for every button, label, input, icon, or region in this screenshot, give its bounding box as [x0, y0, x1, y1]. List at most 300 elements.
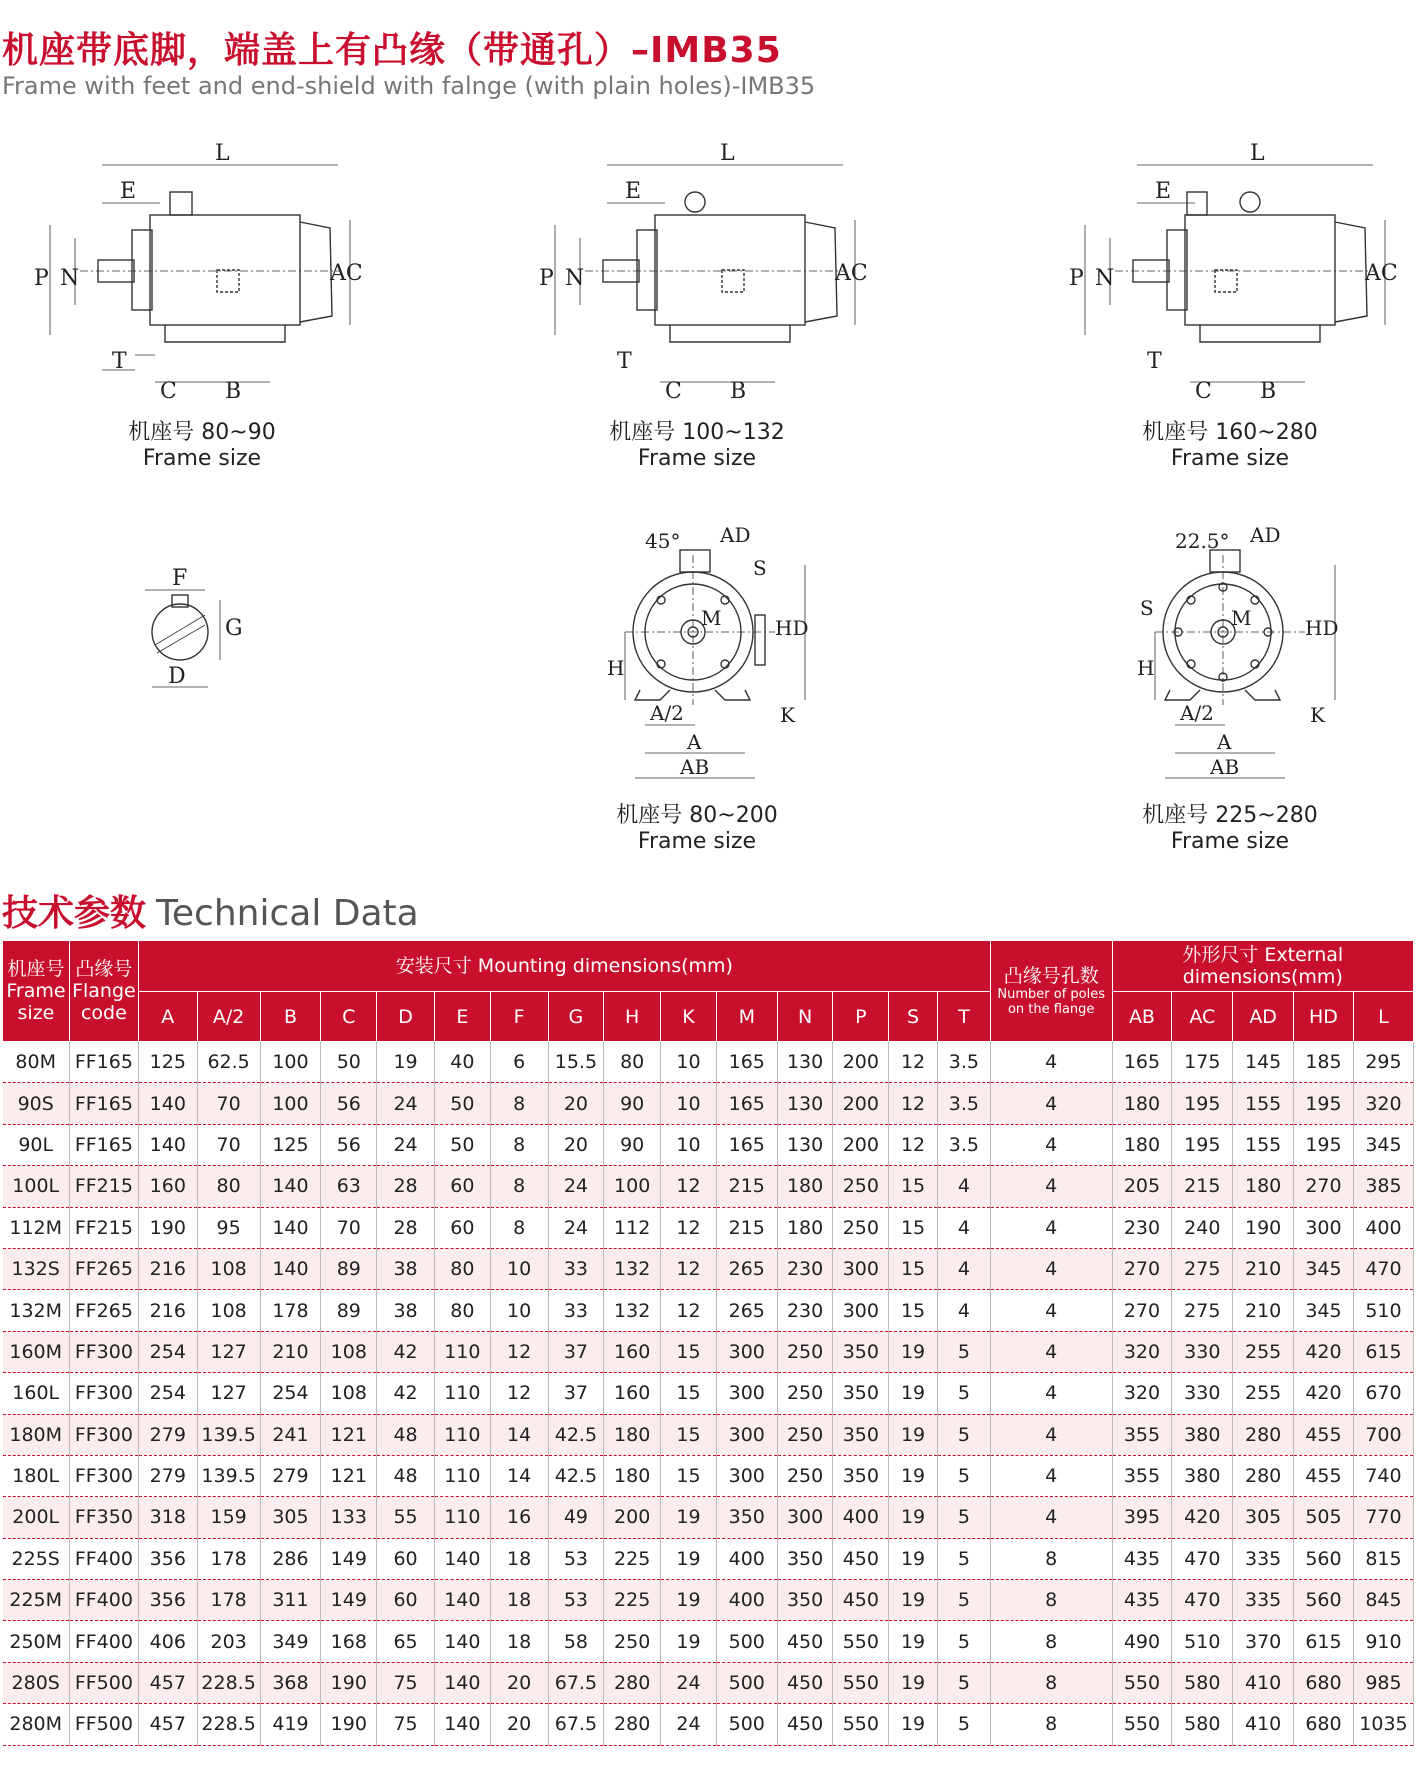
table-cell: 457	[138, 1662, 197, 1703]
table-cell: 311	[260, 1580, 321, 1621]
table-cell: 550	[833, 1621, 889, 1662]
table-cell: 20	[548, 1083, 604, 1124]
table-cell: 4	[937, 1207, 990, 1248]
table-cell: 19	[661, 1538, 717, 1579]
dim-label-N: N	[1095, 266, 1115, 291]
table-cell: 815	[1353, 1538, 1413, 1579]
table-cell: 89	[321, 1290, 377, 1331]
table-cell: 470	[1172, 1580, 1233, 1621]
table-cell: 15	[889, 1248, 938, 1289]
table-row	[3, 1538, 1414, 1579]
col-header: M	[716, 992, 777, 1042]
technical-data-table	[2, 940, 1414, 1746]
dim-label-N: N	[565, 266, 585, 291]
table-cell: 8	[990, 1662, 1112, 1703]
table-cell: 215	[716, 1207, 777, 1248]
table-row	[3, 1083, 1414, 1124]
dim-label-P: P	[34, 266, 49, 291]
table-cell: 300	[716, 1414, 777, 1455]
caption-frame-80-200: 机座号 80~200 Frame size	[616, 803, 778, 854]
table-cell: 180	[604, 1414, 661, 1455]
dim-label-S: S	[753, 556, 767, 580]
table-cell: 100	[260, 1042, 321, 1083]
dim-label-K: K	[780, 703, 795, 727]
table-cell: 19	[889, 1497, 938, 1538]
dim-label-P: P	[1069, 266, 1084, 291]
table-cell: 110	[434, 1373, 490, 1414]
table-cell: 350	[833, 1331, 889, 1372]
dim-label-AB: AB	[1210, 755, 1240, 779]
dim-label-AB: AB	[680, 755, 710, 779]
table-cell: 190	[138, 1207, 197, 1248]
table-cell: 845	[1353, 1580, 1413, 1621]
table-cell: 24	[661, 1662, 717, 1703]
table-cell: 108	[197, 1248, 260, 1289]
col-header: F	[490, 992, 548, 1042]
table-cell: 5	[937, 1662, 990, 1703]
table-cell: 112M	[3, 1207, 70, 1248]
table-cell: 12	[889, 1042, 938, 1083]
table-cell: 110	[434, 1414, 490, 1455]
table-cell: 400	[716, 1580, 777, 1621]
side-view-drawing-3	[1055, 140, 1398, 404]
dim-label-C: C	[1195, 379, 1212, 404]
table-cell: 180	[604, 1455, 661, 1496]
table-cell: 356	[138, 1538, 197, 1579]
table-cell: 255	[1233, 1373, 1294, 1414]
dim-label-B: B	[1260, 379, 1277, 404]
col-header: H	[604, 992, 661, 1042]
table-row	[3, 1497, 1414, 1538]
table-cell: 280	[604, 1662, 661, 1703]
table-cell: 165	[716, 1083, 777, 1124]
table-cell: 140	[434, 1662, 490, 1703]
table-cell: 80	[434, 1290, 490, 1331]
dim-label-C: C	[665, 379, 682, 404]
dim-label-A: A	[687, 730, 702, 754]
table-cell: 3.5	[937, 1124, 990, 1165]
table-cell: 275	[1172, 1290, 1233, 1331]
table-cell: 228.5	[197, 1704, 260, 1745]
table-cell: 4	[990, 1042, 1112, 1083]
table-cell: 190	[1233, 1207, 1294, 1248]
col-header: D	[377, 992, 435, 1042]
table-cell: 320	[1112, 1373, 1172, 1414]
table-cell: 280	[604, 1704, 661, 1745]
table-cell: 420	[1172, 1497, 1233, 1538]
table-cell: 470	[1172, 1538, 1233, 1579]
table-cell: 279	[260, 1455, 321, 1496]
dim-label-A2: A/2	[1180, 701, 1214, 725]
table-cell: 19	[889, 1414, 938, 1455]
table-cell: 4	[990, 1083, 1112, 1124]
caption-frame-100-132: 机座号 100~132 Frame size	[609, 420, 785, 471]
dim-label-L: L	[215, 141, 230, 166]
table-cell: 42	[377, 1373, 435, 1414]
section-title: 技术参数 Technical Data	[2, 893, 419, 934]
table-cell: 4	[990, 1166, 1112, 1207]
table-cell: 270	[1112, 1290, 1172, 1331]
table-cell: 90L	[3, 1124, 70, 1165]
end-view-drawing-2	[1135, 515, 1365, 789]
table-cell: 10	[661, 1083, 717, 1124]
table-cell: 279	[138, 1455, 197, 1496]
table-row	[3, 1124, 1414, 1165]
table-cell: 250	[604, 1621, 661, 1662]
table-cell: 50	[321, 1042, 377, 1083]
table-cell: 15	[661, 1455, 717, 1496]
table-cell: 10	[661, 1124, 717, 1165]
table-cell: 8	[990, 1580, 1112, 1621]
table-cell: 12	[661, 1290, 717, 1331]
table-cell: 320	[1353, 1083, 1413, 1124]
dim-label-AD: AD	[1250, 523, 1281, 547]
table-cell: 180	[1112, 1083, 1172, 1124]
table-cell: 10	[490, 1290, 548, 1331]
table-cell: 10	[490, 1248, 548, 1289]
table-cell: 680	[1294, 1662, 1354, 1703]
table-cell: 49	[548, 1497, 604, 1538]
dim-label-L: L	[720, 141, 735, 166]
dim-label-T: T	[112, 349, 127, 374]
table-row	[3, 1331, 1414, 1372]
dim-label-angle: 22.5°	[1175, 529, 1230, 553]
table-cell: 350	[833, 1414, 889, 1455]
table-cell: 255	[1233, 1331, 1294, 1372]
dim-label-AC: AC	[330, 261, 363, 286]
table-cell: 19	[889, 1621, 938, 1662]
end-view-drawing-1	[605, 515, 835, 789]
caption-frame-160-280: 机座号 160~280 Frame size	[1142, 420, 1318, 471]
table-cell: 615	[1353, 1331, 1413, 1372]
table-cell: 200L	[3, 1497, 70, 1538]
table-cell: 132M	[3, 1290, 70, 1331]
table-cell: 410	[1233, 1704, 1294, 1745]
table-cell: 178	[197, 1538, 260, 1579]
table-cell: 349	[260, 1621, 321, 1662]
dim-label-A2: A/2	[650, 701, 684, 725]
table-cell: 6	[490, 1042, 548, 1083]
table-cell: 4	[990, 1207, 1112, 1248]
table-cell: 225S	[3, 1538, 70, 1579]
table-cell: 37	[548, 1373, 604, 1414]
table-cell: 12	[490, 1373, 548, 1414]
table-cell: 560	[1294, 1538, 1354, 1579]
table-cell: 265	[716, 1290, 777, 1331]
table-cell: 180	[1112, 1124, 1172, 1165]
table-cell: 280M	[3, 1704, 70, 1745]
table-cell: 345	[1294, 1290, 1354, 1331]
table-cell: 190	[321, 1704, 377, 1745]
table-row	[3, 1290, 1414, 1331]
table-cell: 230	[777, 1290, 833, 1331]
table-cell: 400	[716, 1538, 777, 1579]
table-cell: 195	[1294, 1083, 1354, 1124]
dim-label-AC: AC	[835, 261, 868, 286]
table-cell: 42.5	[548, 1414, 604, 1455]
table-cell: 300	[716, 1455, 777, 1496]
dim-label-T: T	[617, 349, 632, 374]
table-cell: 205	[1112, 1166, 1172, 1207]
table-cell: FF400	[69, 1621, 138, 1662]
table-cell: 5	[937, 1704, 990, 1745]
table-cell: 160L	[3, 1373, 70, 1414]
table-cell: 155	[1233, 1083, 1294, 1124]
table-cell: 8	[990, 1538, 1112, 1579]
table-cell: 15	[889, 1166, 938, 1207]
table-cell: 24	[377, 1124, 435, 1165]
table-cell: FF500	[69, 1662, 138, 1703]
table-cell: 180	[777, 1207, 833, 1248]
table-cell: 178	[260, 1290, 321, 1331]
table-cell: 15	[661, 1414, 717, 1455]
table-cell: 470	[1353, 1248, 1413, 1289]
caption-frame-225-280: 机座号 225~280 Frame size	[1142, 803, 1318, 854]
table-cell: 19	[889, 1580, 938, 1621]
table-cell: 12	[661, 1166, 717, 1207]
dim-label-F: F	[172, 566, 188, 591]
table-cell: 90	[604, 1083, 661, 1124]
table-cell: 160	[604, 1331, 661, 1372]
table-cell: 58	[548, 1621, 604, 1662]
table-cell: 149	[321, 1538, 377, 1579]
table-cell: 490	[1112, 1621, 1172, 1662]
table-row	[3, 1414, 1414, 1455]
table-cell: 140	[434, 1580, 490, 1621]
table-cell: 400	[1353, 1207, 1413, 1248]
table-cell: 38	[377, 1248, 435, 1289]
table-cell: 200	[833, 1124, 889, 1165]
shaft-section-drawing	[135, 565, 265, 699]
table-cell: 100L	[3, 1166, 70, 1207]
table-cell: 435	[1112, 1538, 1172, 1579]
table-cell: 406	[138, 1621, 197, 1662]
dim-label-A: A	[1217, 730, 1232, 754]
table-cell: 160M	[3, 1331, 70, 1372]
table-cell: 19	[889, 1704, 938, 1745]
col-header: C	[321, 992, 377, 1042]
table-cell: 178	[197, 1580, 260, 1621]
table-cell: 19	[377, 1042, 435, 1083]
table-cell: 38	[377, 1290, 435, 1331]
table-cell: 510	[1172, 1621, 1233, 1662]
dim-label-P: P	[539, 266, 554, 291]
table-cell: 250	[777, 1414, 833, 1455]
table-cell: 5	[937, 1455, 990, 1496]
table-cell: 250	[777, 1373, 833, 1414]
col-header: B	[260, 992, 321, 1042]
table-cell: 195	[1172, 1124, 1233, 1165]
table-row	[3, 1207, 1414, 1248]
table-cell: 250M	[3, 1621, 70, 1662]
table-cell: 4	[937, 1166, 990, 1207]
table-cell: 241	[260, 1414, 321, 1455]
table-cell: 210	[260, 1331, 321, 1372]
table-cell: 435	[1112, 1580, 1172, 1621]
table-cell: 180L	[3, 1455, 70, 1496]
table-cell: 230	[777, 1248, 833, 1289]
table-cell: 80	[434, 1248, 490, 1289]
table-cell: 60	[377, 1580, 435, 1621]
table-cell: FF300	[69, 1373, 138, 1414]
dim-label-E: E	[120, 179, 137, 204]
table-cell: 50	[434, 1083, 490, 1124]
table-cell: 355	[1112, 1455, 1172, 1496]
table-cell: 450	[777, 1662, 833, 1703]
table-cell: 108	[321, 1331, 377, 1372]
table-cell: 139.5	[197, 1455, 260, 1496]
table-row	[3, 1166, 1414, 1207]
table-cell: 216	[138, 1290, 197, 1331]
table-cell: 140	[260, 1166, 321, 1207]
table-cell: 40	[434, 1042, 490, 1083]
table-cell: 48	[377, 1414, 435, 1455]
dim-label-B: B	[225, 379, 242, 404]
table-row	[3, 1621, 1414, 1662]
table-cell: 145	[1233, 1042, 1294, 1083]
table-cell: 8	[490, 1124, 548, 1165]
table-cell: 8	[490, 1207, 548, 1248]
table-cell: 230	[1112, 1207, 1172, 1248]
table-cell: 670	[1353, 1373, 1413, 1414]
table-cell: 70	[197, 1124, 260, 1165]
table-cell: 500	[716, 1621, 777, 1662]
table-cell: 14	[490, 1414, 548, 1455]
table-cell: 60	[377, 1538, 435, 1579]
table-cell: 380	[1172, 1455, 1233, 1496]
table-cell: 53	[548, 1580, 604, 1621]
table-cell: 350	[833, 1455, 889, 1496]
table-cell: 108	[197, 1290, 260, 1331]
table-cell: 140	[260, 1207, 321, 1248]
table-cell: 419	[260, 1704, 321, 1745]
table-cell: 450	[777, 1621, 833, 1662]
table-cell: 121	[321, 1414, 377, 1455]
table-cell: 215	[1172, 1166, 1233, 1207]
table-cell: 159	[197, 1497, 260, 1538]
table-cell: 203	[197, 1621, 260, 1662]
table-cell: 12	[661, 1207, 717, 1248]
table-cell: 4	[990, 1455, 1112, 1496]
table-cell: 132S	[3, 1248, 70, 1289]
col-header: A/2	[197, 992, 260, 1042]
table-cell: 368	[260, 1662, 321, 1703]
table-cell: 700	[1353, 1414, 1413, 1455]
table-cell: 254	[138, 1373, 197, 1414]
col-header: AB	[1112, 992, 1172, 1042]
table-cell: 3.5	[937, 1083, 990, 1124]
header-frame-size: 机座号 Frame size	[3, 941, 70, 1042]
table-cell: 370	[1233, 1621, 1294, 1662]
table-cell: 18	[490, 1538, 548, 1579]
table-cell: 335	[1233, 1580, 1294, 1621]
table-cell: 65	[377, 1621, 435, 1662]
table-cell: 139.5	[197, 1414, 260, 1455]
table-cell: 8	[490, 1166, 548, 1207]
table-cell: FF265	[69, 1290, 138, 1331]
table-cell: 286	[260, 1538, 321, 1579]
header-external-dimensions: 外形尺寸 External dimensions(mm)	[1112, 941, 1413, 992]
side-view-drawing-1	[20, 140, 363, 404]
table-cell: 228.5	[197, 1662, 260, 1703]
table-cell: 740	[1353, 1455, 1413, 1496]
table-cell: FF300	[69, 1331, 138, 1372]
table-cell: 210	[1233, 1290, 1294, 1331]
table-cell: 19	[661, 1580, 717, 1621]
table-cell: 67.5	[548, 1662, 604, 1703]
table-cell: 24	[548, 1207, 604, 1248]
table-cell: 4	[990, 1497, 1112, 1538]
table-cell: 180M	[3, 1414, 70, 1455]
table-cell: 350	[777, 1580, 833, 1621]
page-subtitle: Frame with feet and end-shield with falnge (with plain holes)-IMB35	[2, 72, 816, 100]
table-cell: 127	[197, 1331, 260, 1372]
table-cell: 250	[777, 1455, 833, 1496]
table-cell: 500	[716, 1704, 777, 1745]
table-cell: 4	[990, 1414, 1112, 1455]
header-mounting-dimensions: 安装尺寸 Mounting dimensions(mm)	[138, 941, 990, 992]
table-cell: 165	[1112, 1042, 1172, 1083]
table-cell: 580	[1172, 1662, 1233, 1703]
table-cell: 175	[1172, 1042, 1233, 1083]
table-cell: 60	[434, 1166, 490, 1207]
col-header: L	[1353, 992, 1413, 1042]
table-cell: 345	[1353, 1124, 1413, 1165]
col-header: E	[434, 992, 490, 1042]
table-row	[3, 1704, 1414, 1745]
table-cell: 19	[889, 1373, 938, 1414]
table-cell: 455	[1294, 1455, 1354, 1496]
table-cell: 300	[1294, 1207, 1354, 1248]
table-cell: 320	[1112, 1331, 1172, 1372]
table-cell: 300	[833, 1248, 889, 1289]
table-cell: 300	[777, 1497, 833, 1538]
table-cell: 165	[716, 1124, 777, 1165]
table-cell: 5	[937, 1580, 990, 1621]
table-cell: 100	[260, 1083, 321, 1124]
table-cell: 330	[1172, 1331, 1233, 1372]
table-cell: 28	[377, 1166, 435, 1207]
table-cell: 457	[138, 1704, 197, 1745]
dim-label-HD: HD	[775, 616, 809, 640]
dim-label-E: E	[625, 179, 642, 204]
table-row	[3, 1455, 1414, 1496]
table-cell: 240	[1172, 1207, 1233, 1248]
table-cell: 149	[321, 1580, 377, 1621]
table-cell: 100	[604, 1166, 661, 1207]
table-cell: 125	[138, 1042, 197, 1083]
table-cell: 130	[777, 1124, 833, 1165]
table-cell: FF215	[69, 1207, 138, 1248]
table-cell: 67.5	[548, 1704, 604, 1745]
dim-label-K: K	[1310, 703, 1325, 727]
table-cell: FF300	[69, 1414, 138, 1455]
dim-label-M: M	[701, 606, 722, 630]
table-cell: 985	[1353, 1662, 1413, 1703]
dim-label-M: M	[1231, 606, 1252, 630]
table-row	[3, 1248, 1414, 1289]
table-cell: 12	[661, 1248, 717, 1289]
table-cell: 140	[260, 1248, 321, 1289]
table-cell: 550	[1112, 1662, 1172, 1703]
table-cell: 127	[197, 1373, 260, 1414]
table-cell: 250	[777, 1331, 833, 1372]
table-cell: 8	[490, 1083, 548, 1124]
table-cell: 305	[260, 1497, 321, 1538]
table-cell: 265	[716, 1248, 777, 1289]
table-cell: 270	[1112, 1248, 1172, 1289]
table-cell: 345	[1294, 1248, 1354, 1289]
